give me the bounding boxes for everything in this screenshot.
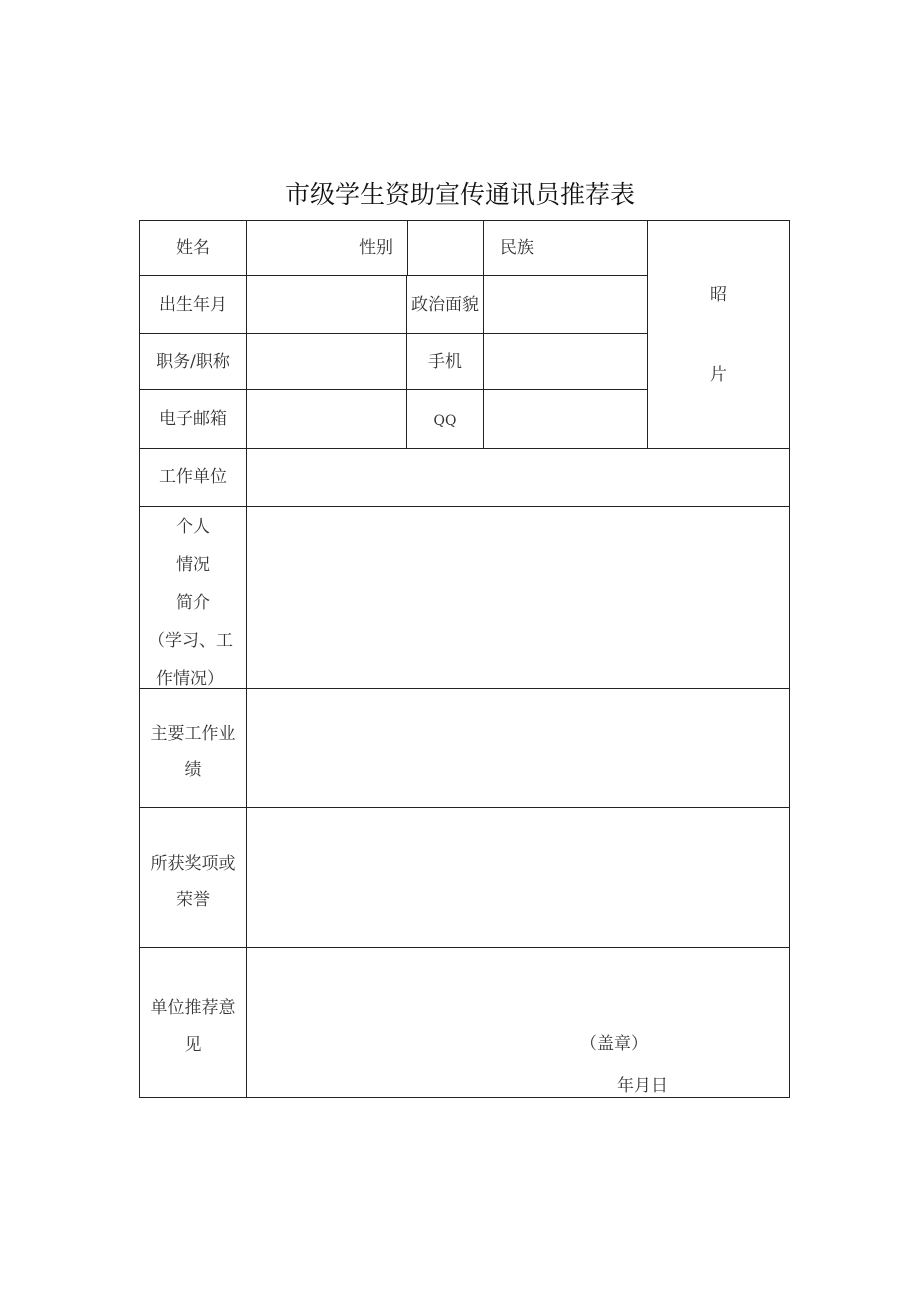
intro-label-line: 简介 (176, 593, 210, 613)
row-divider (139, 333, 647, 334)
page-title: 市级学生资助宣传通讯员推荐表 (284, 180, 635, 209)
qq-label: QQ (433, 413, 457, 429)
date-label: 年月日 (617, 1076, 668, 1096)
intro-label-line: 作情况） (156, 669, 224, 689)
recommendation-label-line: 见 (184, 1035, 202, 1055)
gender-label: 性别 (359, 238, 393, 258)
photo-label-line-2: 片 (710, 365, 727, 385)
intro-label-line: （学习、工 (148, 631, 233, 651)
phone-label: 手机 (428, 352, 462, 372)
column-divider (407, 220, 408, 275)
row-divider (139, 506, 790, 507)
table-right-border (789, 220, 790, 1098)
recommendation-label-line: 单位推荐意 (150, 998, 236, 1018)
table-top-border (139, 220, 790, 221)
row-divider (139, 688, 790, 689)
workplace-label: 工作单位 (159, 467, 227, 487)
birth-date-label: 出生年月 (159, 295, 227, 315)
ethnicity-label: 民族 (500, 238, 534, 258)
row-divider (139, 275, 647, 276)
table-bottom-border (139, 1097, 790, 1098)
row-divider (139, 807, 790, 808)
row-divider (139, 947, 790, 948)
intro-label-line: 情况 (176, 555, 210, 575)
photo-label-line-1: 昭 (710, 285, 727, 305)
column-divider (483, 220, 484, 448)
row-divider (139, 389, 647, 390)
column-divider (246, 220, 247, 1098)
political-status-label: 政治面貌 (411, 295, 479, 315)
intro-label-line: 个人 (176, 517, 210, 537)
awards-label-line: 荣誉 (176, 890, 210, 910)
seal-label: （盖章） (580, 1034, 648, 1054)
awards-label-line: 所获奖项或 (150, 854, 236, 874)
achievements-label-line: 绩 (184, 760, 202, 780)
email-label: 电子邮箱 (159, 409, 227, 429)
row-divider (139, 448, 790, 449)
position-title-label: 职务/职称 (156, 352, 230, 372)
achievements-label-line: 主要工作业 (150, 724, 236, 744)
column-divider (647, 220, 648, 448)
name-label: 姓名 (176, 238, 210, 258)
